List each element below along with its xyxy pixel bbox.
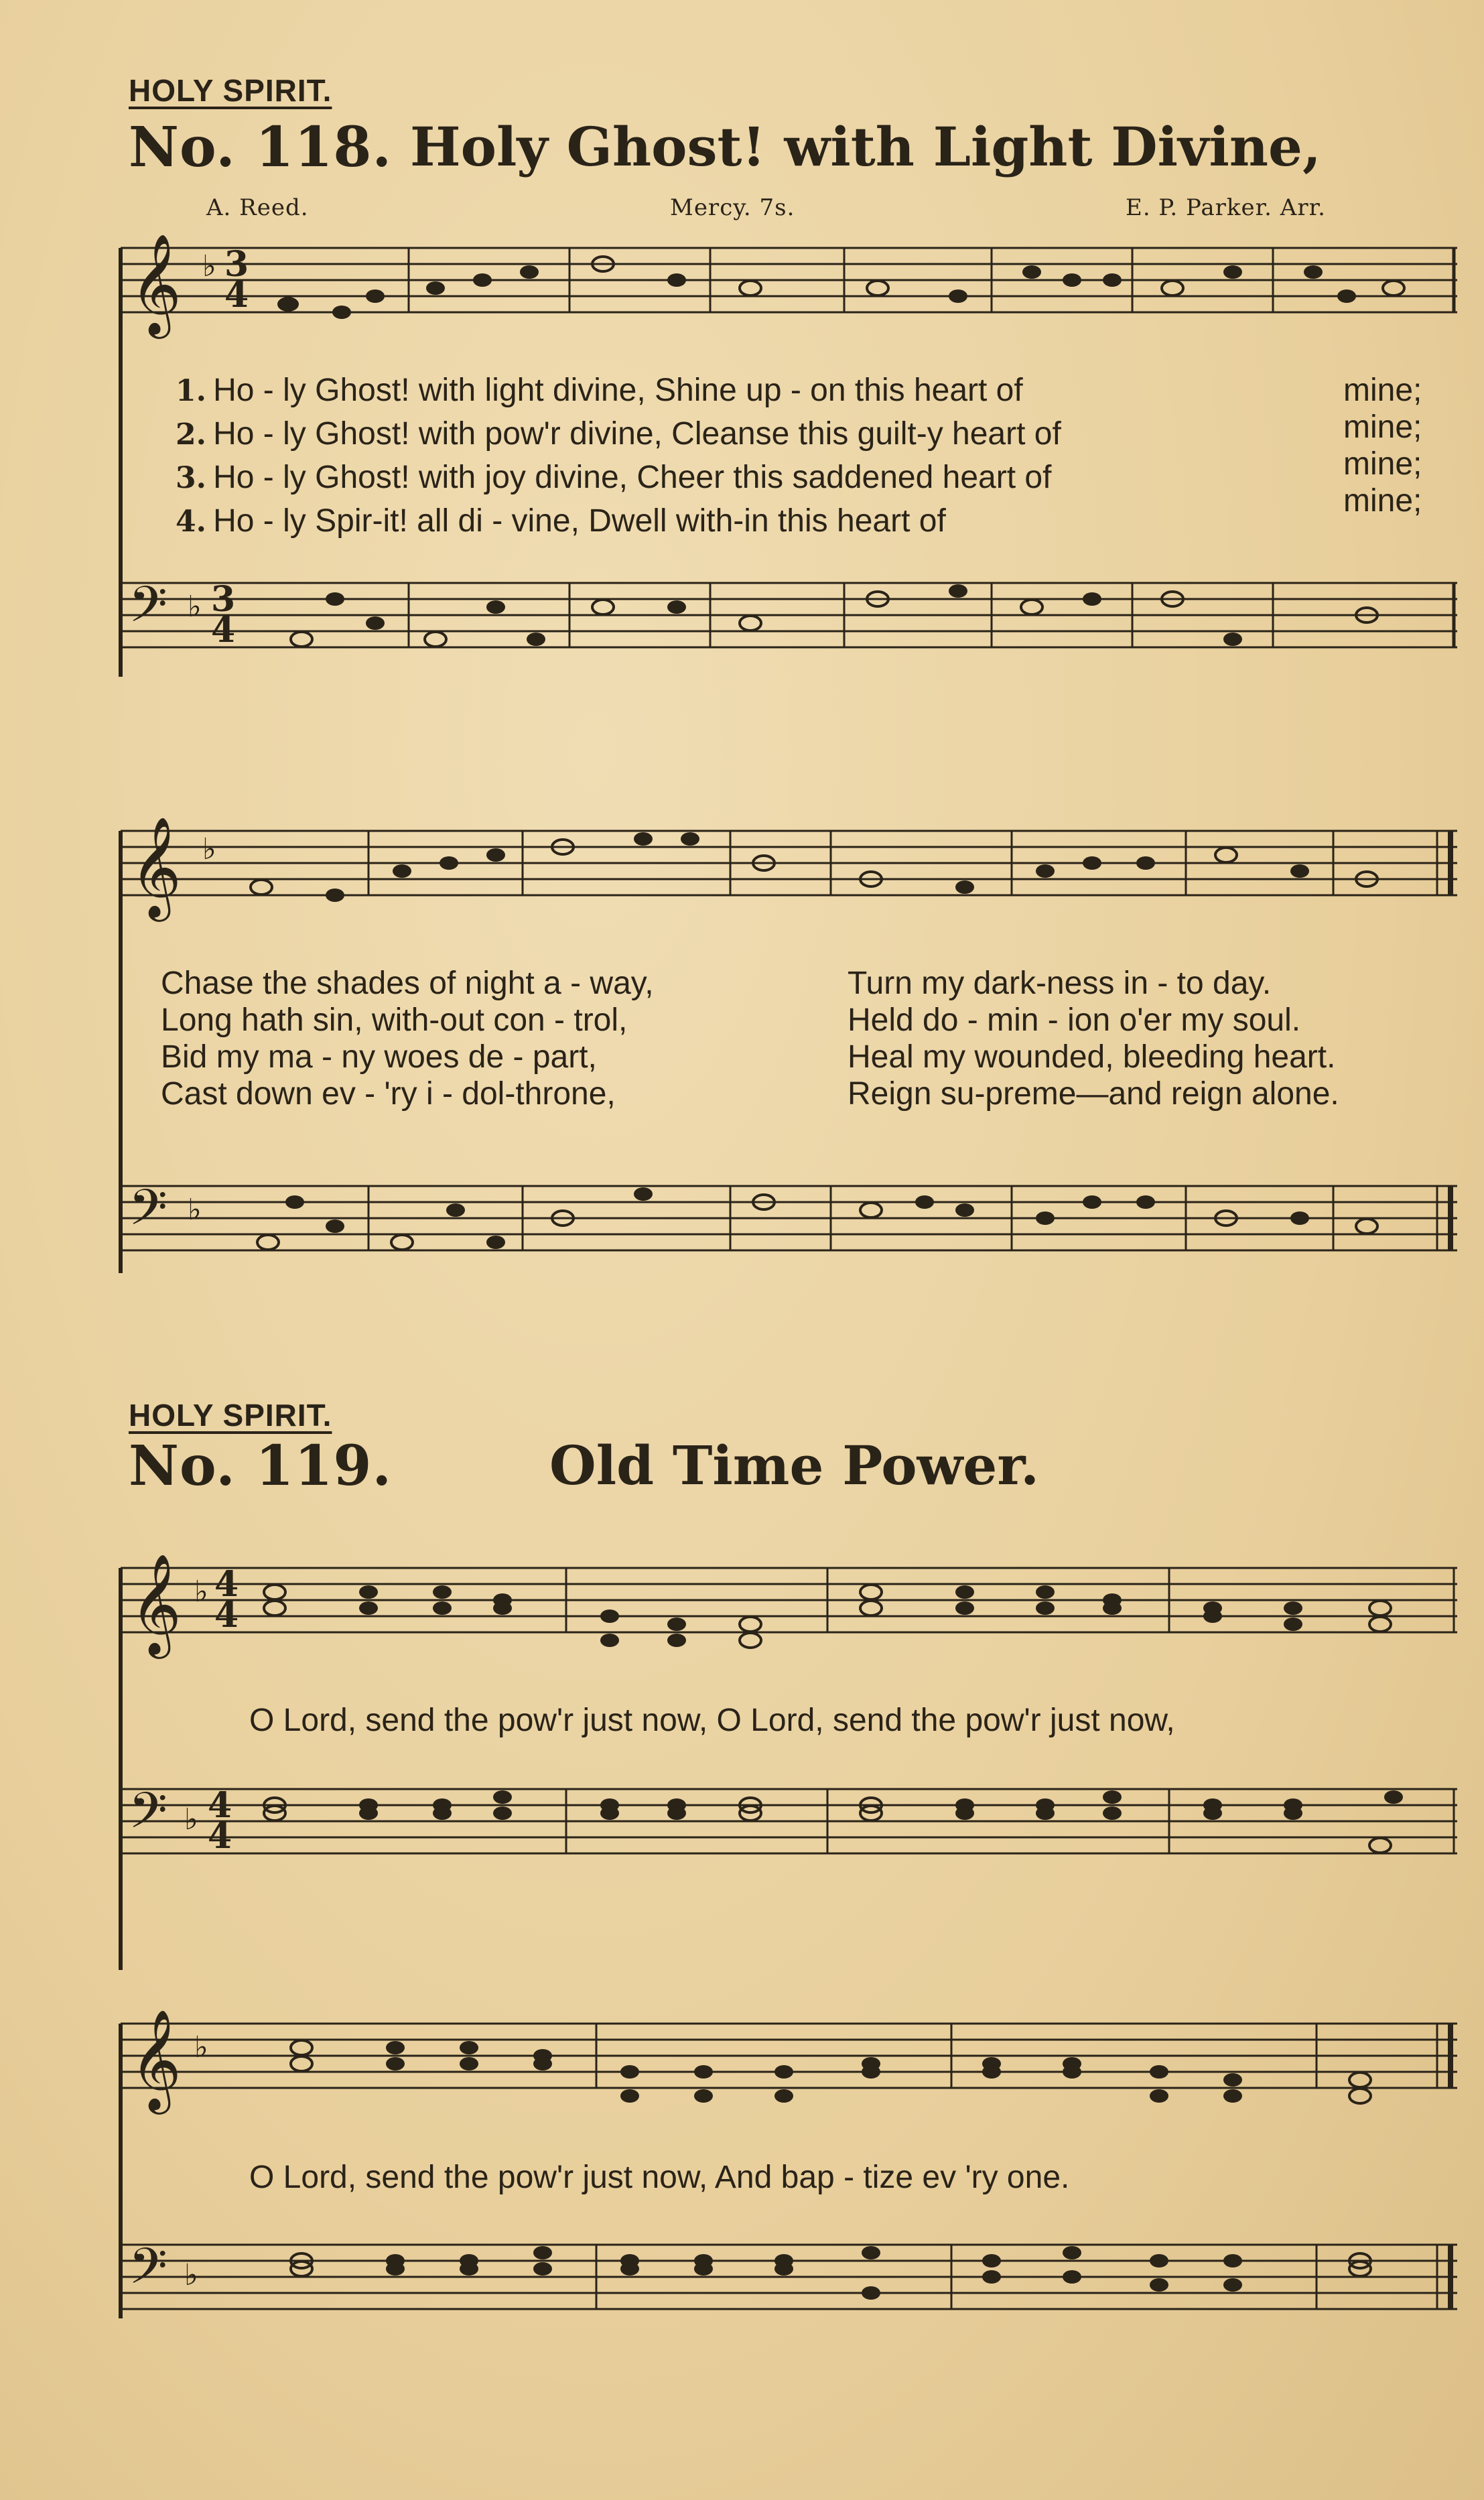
svg-text:♭: ♭	[194, 1575, 208, 1609]
hymn119-system1-treble-staff	[121, 1555, 1457, 1668]
hymn119-system1-bass-staff	[121, 1776, 1457, 1883]
verse-lyric-end: mine;	[1343, 483, 1422, 519]
svg-text:𝄢: 𝄢	[129, 1179, 167, 1249]
verse-lyric: Heal my wounded, bleeding heart.	[848, 1039, 1336, 1075]
verse-number: 1.	[176, 374, 206, 408]
verse-lyric: Turn my dark-ness in - to day.	[848, 966, 1272, 1001]
verse-lyric: Cast down ev - 'ry i - dol-throne,	[161, 1076, 616, 1112]
hymn118-verses-line1	[176, 372, 1061, 546]
svg-text:𝄢: 𝄢	[129, 2237, 167, 2308]
verse-lyric: Chase the shades of night a - way,	[161, 966, 654, 1001]
svg-text:♭: ♭	[188, 1193, 202, 1227]
hymn-number-119: No. 119.	[129, 1434, 393, 1498]
hymn-title-119: Old Time Power.	[549, 1434, 1039, 1497]
words-credit-118: A. Reed.	[206, 194, 309, 221]
verse-lyric-end: mine;	[1343, 446, 1422, 482]
svg-text:♭: ♭	[194, 2030, 208, 2064]
verse-number: 3.	[176, 461, 206, 495]
svg-text:♭: ♭	[188, 590, 202, 624]
svg-text:𝄢: 𝄢	[129, 576, 167, 646]
tune-name-118: Mercy. 7s.	[670, 194, 795, 221]
verse-number: 4.	[176, 505, 206, 539]
hymn118-verses-line3	[848, 965, 1339, 1112]
verse-lyric: Ho - ly Ghost! with pow'r divine, Cleanse this guilt-y heart of	[213, 416, 1061, 452]
music-credit-118: E. P. Parker. Arr.	[1126, 194, 1326, 221]
verse-lyric: Ho - ly Ghost! with joy divine, Cheer this saddened heart of	[213, 460, 1052, 495]
svg-text:4: 4	[208, 1785, 232, 1826]
svg-text:♭: ♭	[184, 1802, 198, 1837]
verse-lyric: Long hath sin, with-out con - trol,	[161, 1002, 628, 1038]
hymn119-lyric-line1: O Lord, send the pow'r just now, O Lord, send the pow'r just now,	[249, 1703, 1175, 1738]
svg-text:𝄞: 𝄞	[130, 1553, 182, 1654]
verse-lyric: Bid my ma - ny woes de - part,	[161, 1039, 597, 1075]
hymn118-system1-treble-staff	[121, 235, 1457, 342]
hymn-number-118: No. 118.	[129, 115, 393, 180]
verse-lyric-end: mine;	[1343, 373, 1422, 408]
svg-text:♭: ♭	[202, 249, 216, 283]
svg-text:4: 4	[214, 1595, 239, 1636]
svg-text:3: 3	[224, 244, 249, 285]
svg-text:4: 4	[224, 275, 249, 316]
hymn118-verses-line2	[161, 965, 654, 1112]
hymn118-system2-bass-staff	[121, 1173, 1457, 1280]
hymn118-verse-endings	[1343, 372, 1422, 519]
hymn118-system2-treble-staff	[121, 817, 1457, 925]
verse-lyric: Ho - ly Spir-it! all di - vine, Dwell with-in this heart of	[213, 503, 946, 539]
section-label-119: HOLY SPIRIT.	[129, 1398, 332, 1433]
svg-text:♭: ♭	[202, 832, 216, 866]
hymn119-system2-bass-staff	[121, 2231, 1457, 2339]
hymn-title-118: Holy Ghost! with Light Divine,	[410, 115, 1321, 178]
svg-text:𝄞: 𝄞	[130, 2008, 182, 2110]
verse-lyric: Ho - ly Ghost! with light divine, Shine up - on this heart of	[213, 373, 1023, 408]
svg-text:4: 4	[208, 1816, 232, 1857]
svg-text:4: 4	[211, 610, 236, 651]
hymn119-lyric-line2: O Lord, send the pow'r just now, And bap - tize ev 'ry one.	[249, 2160, 1070, 2195]
svg-text:𝄢: 𝄢	[129, 1782, 167, 1852]
section-label-118: HOLY SPIRIT.	[129, 73, 332, 108]
verse-number: 2.	[176, 417, 206, 452]
hymn119-system2-treble-staff	[121, 2010, 1457, 2124]
svg-text:3: 3	[211, 579, 236, 620]
hymn118-system1-bass-staff	[121, 570, 1457, 677]
verse-lyric: Held do - min - ion o'er my soul.	[848, 1002, 1301, 1038]
svg-text:♭: ♭	[184, 2258, 198, 2292]
verse-lyric-end: mine;	[1343, 409, 1422, 445]
svg-text:𝄞: 𝄞	[130, 815, 182, 917]
svg-text:4: 4	[214, 1564, 239, 1605]
verse-lyric: Reign su-preme—and reign alone.	[848, 1076, 1339, 1112]
svg-text:𝄞: 𝄞	[130, 233, 182, 334]
